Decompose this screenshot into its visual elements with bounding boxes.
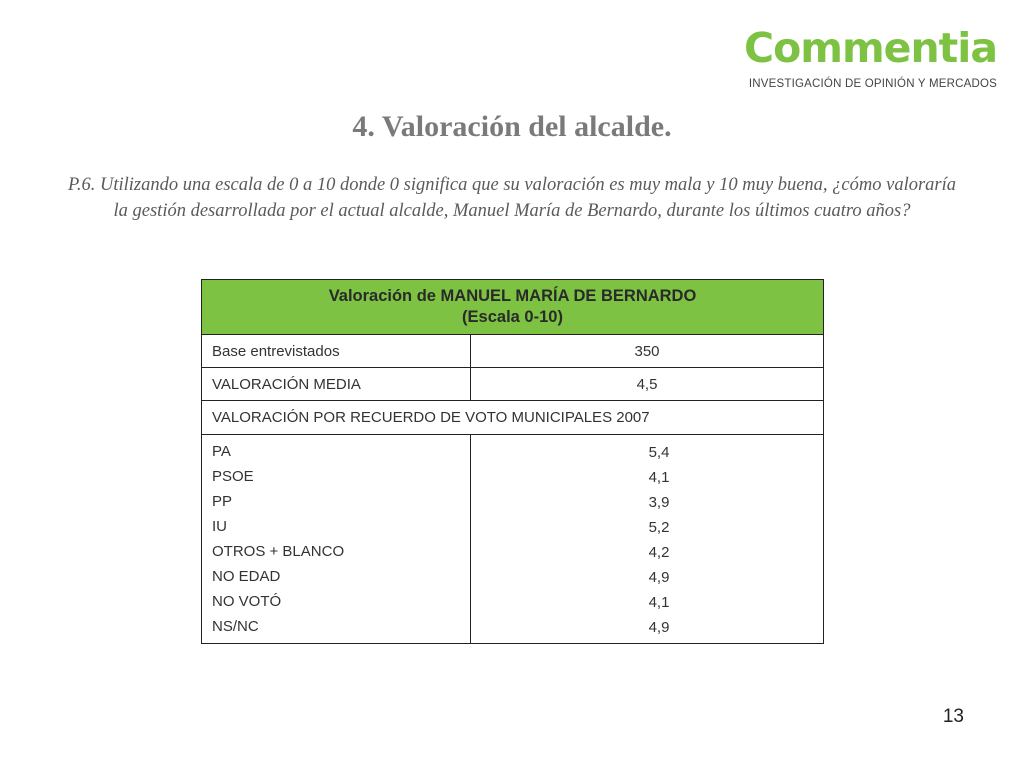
party-label: PA	[212, 443, 231, 460]
party-value: 5,2	[648, 519, 670, 536]
media-label: VALORACIÓN MEDIA	[202, 368, 471, 401]
section-label: VALORACIÓN POR RECUERDO DE VOTO MUNICIPALES 2007	[202, 401, 824, 435]
party-label: OTROS + BLANCO	[212, 543, 345, 560]
page-number: 13	[942, 706, 964, 727]
party-value: 4,9	[648, 569, 670, 586]
table-header	[202, 280, 824, 335]
table-header-row	[202, 280, 824, 335]
party-value: 5,4	[648, 444, 670, 461]
table-header-line2: (Escala 0-10)	[462, 308, 563, 326]
table-header-line1: Valoración de MANUEL MARÍA DE BERNARDO	[328, 287, 697, 305]
table-row	[202, 368, 824, 401]
table-row	[202, 435, 824, 644]
base-label: Base entrevistados	[202, 335, 471, 368]
media-value: 4,5	[471, 368, 824, 401]
party-label: IU	[212, 518, 227, 535]
rating-table	[201, 279, 824, 644]
party-value: 4,1	[648, 594, 670, 611]
party-label: NO VOTÓ	[212, 593, 282, 610]
party-label: NO EDAD	[212, 568, 281, 585]
table-row	[202, 401, 824, 435]
party-value: 4,1	[648, 469, 670, 486]
party-value: 3,9	[648, 494, 670, 511]
question-text: P.6. Utilizando una escala de 0 a 10 donde 0 significa que su valoración es muy mala y 10 muy buena, ¿cómo valoraría la gestión desarrollada por el actual alcalde, Manuel María de Bernardo, durante los últimos cuatro años?	[67, 175, 957, 221]
party-values	[471, 435, 824, 644]
party-label: PP	[212, 493, 233, 510]
party-value: 4,9	[648, 619, 670, 636]
logo-wordmark: Commentia	[743, 24, 997, 72]
slide-title: 4. Valoración del alcalde.	[352, 110, 672, 143]
logo-tagline: INVESTIGACIÓN DE OPINIÓN Y MERCADOS	[748, 78, 997, 90]
table-row	[202, 335, 824, 368]
commentia-logo	[742, 26, 997, 90]
party-labels	[202, 435, 471, 644]
party-label: PSOE	[212, 468, 254, 485]
party-label: NS/NC	[212, 618, 259, 635]
party-value: 4,2	[648, 544, 670, 561]
base-value: 350	[471, 335, 824, 368]
